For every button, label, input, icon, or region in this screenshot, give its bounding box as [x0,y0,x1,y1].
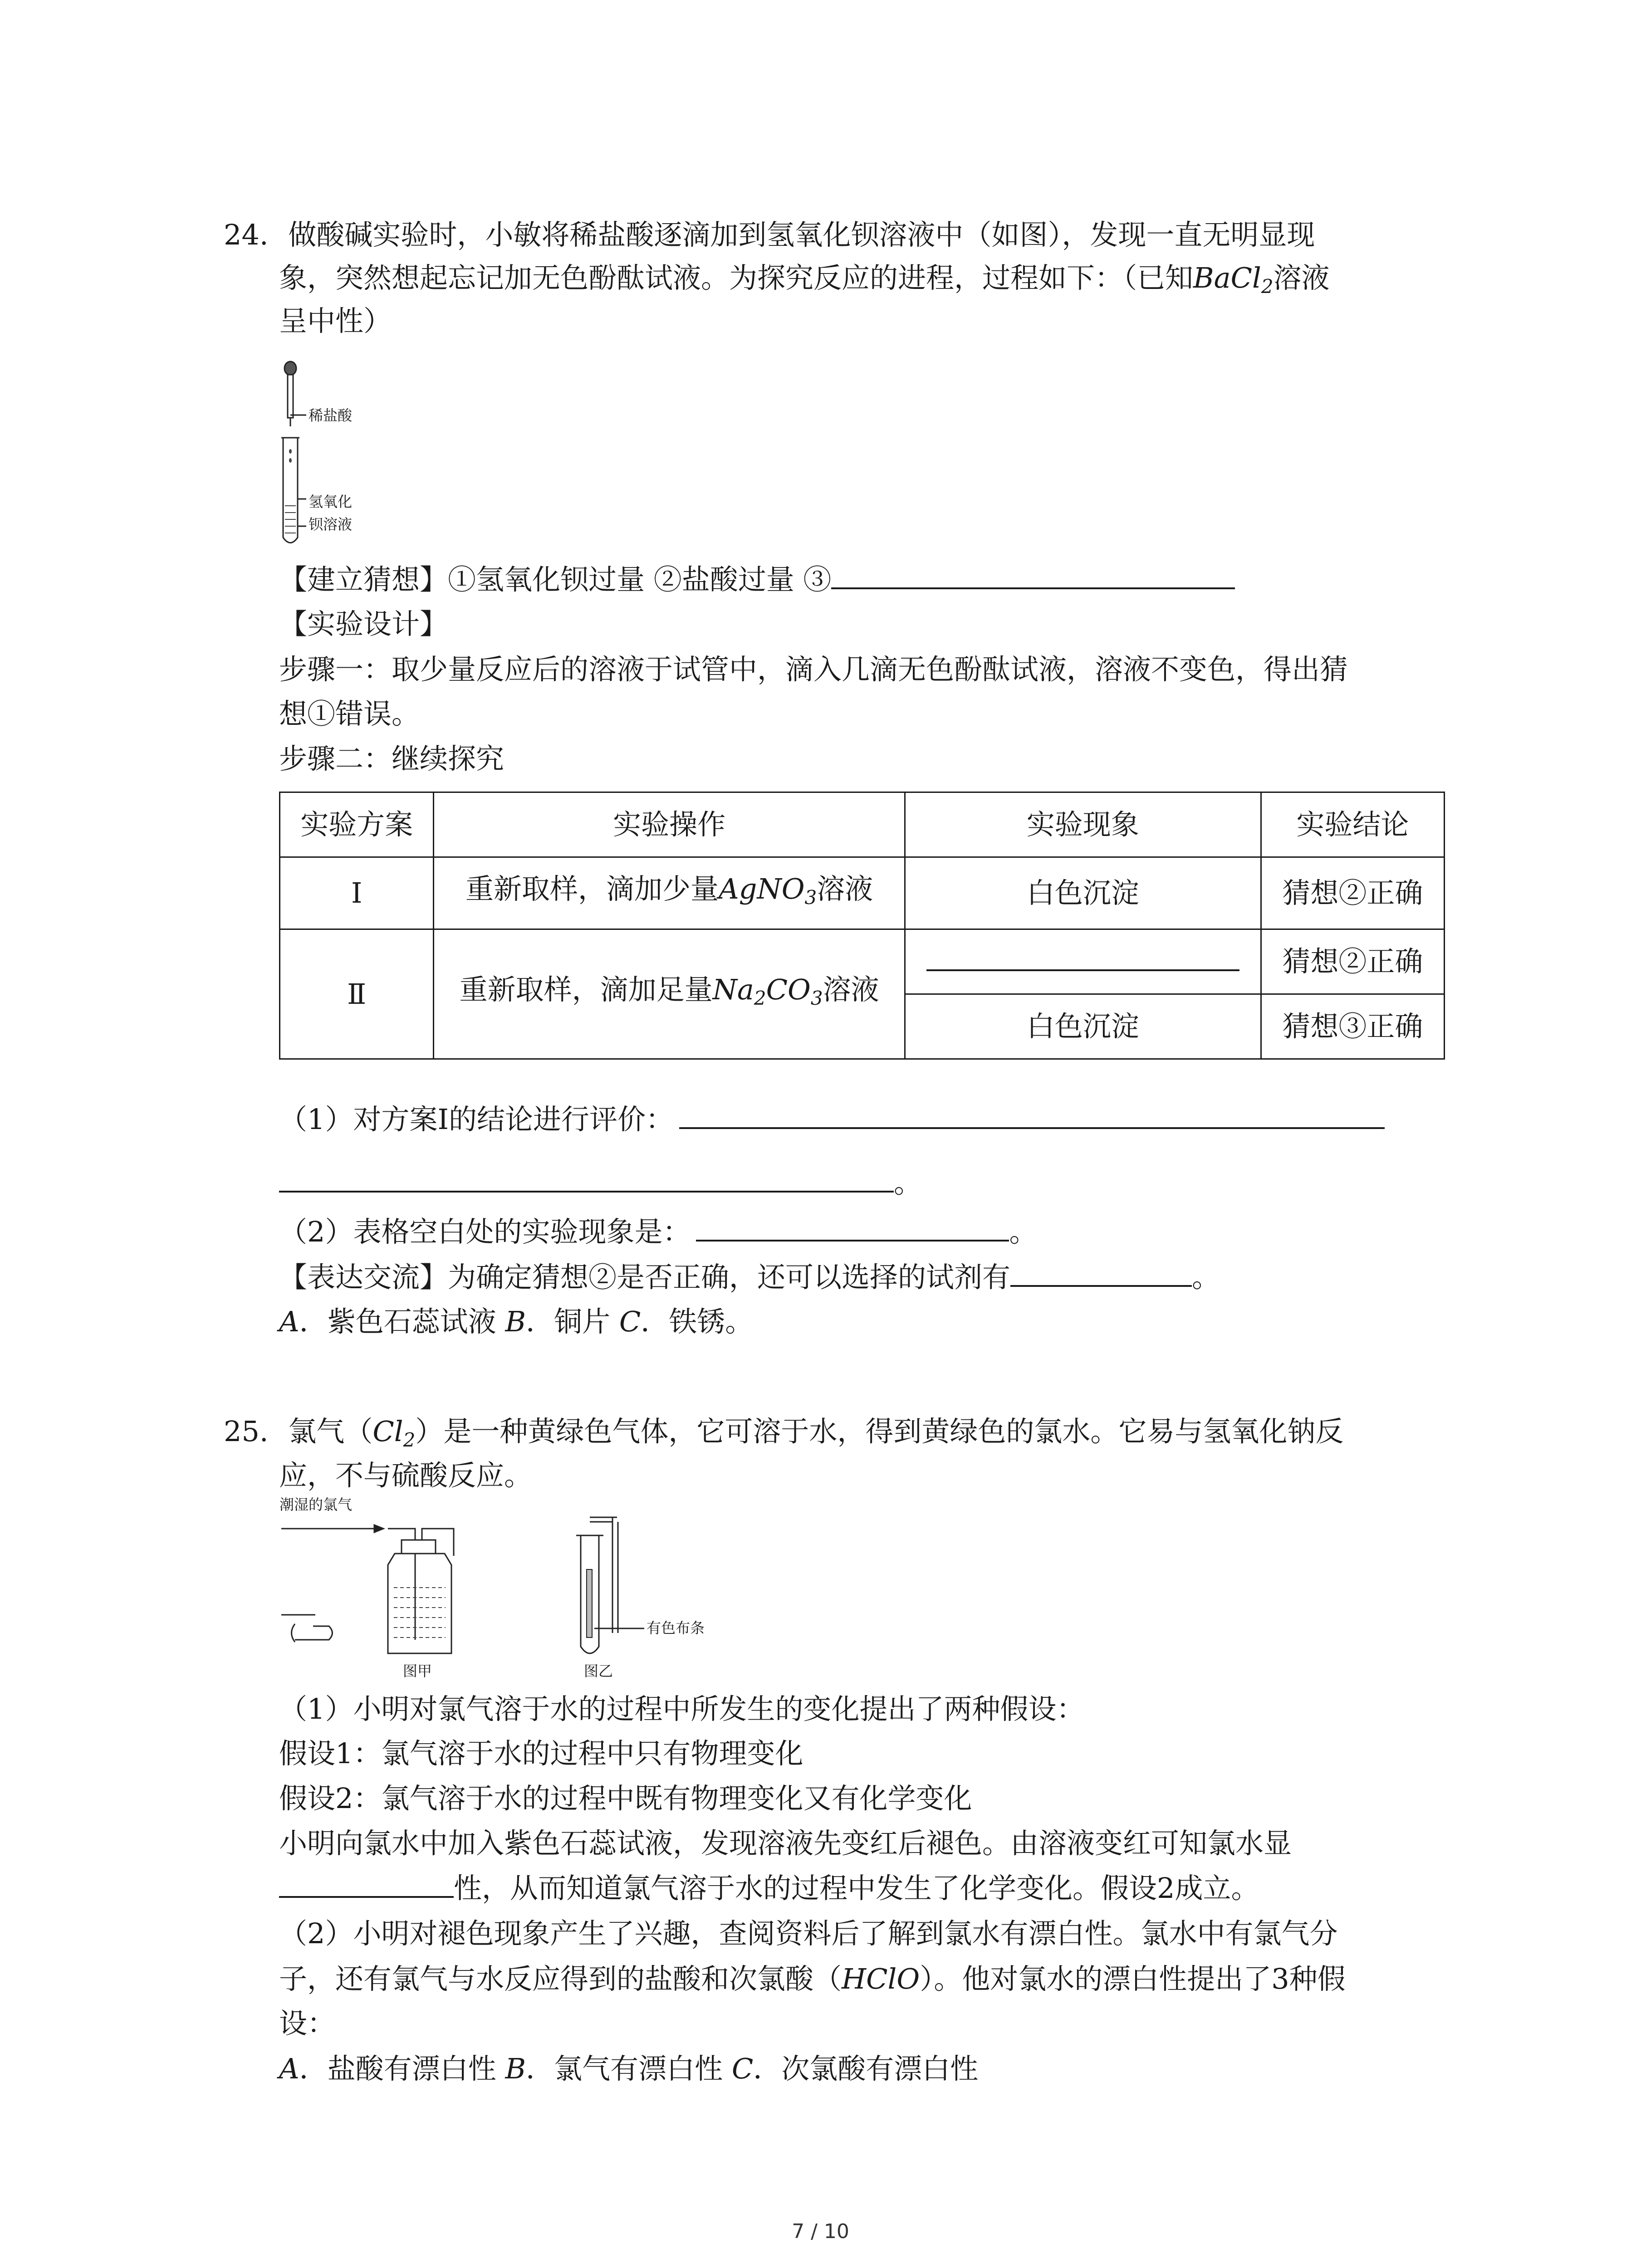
label-colored-strip: 有色布条 [647,1619,705,1637]
q25-option-a-text: ．盐酸有漂白性 [299,2052,496,2085]
label-dilute-hcl: 稀盐酸 [309,407,353,424]
step1-line2: 想①错误。 [279,697,420,730]
bacl2-subscript: 2 [1261,275,1274,298]
label-figure-jia: 图甲 [403,1662,432,1680]
option-a-text: ．紫色石蕊试液 [299,1305,496,1338]
sub3-end: 。 [1192,1261,1220,1294]
label-wet-chlorine: 潮湿的氯气 [279,1496,353,1513]
q25-number: 25. [224,1415,269,1448]
q25-option-c-text: ．次氯酸有漂白性 [753,2052,979,2085]
q24-intro2a: 象，突然想起忘记加无色酚酞试液。为探究反应的进程，过程如下：（已知 [279,261,1194,294]
sub3-text: 【表达交流】为确定猜想②是否正确，还可以选择的试剂有 [279,1261,1011,1294]
option-b-text: ．铜片 [526,1305,611,1338]
phenomenon-2a [905,929,1261,994]
cl2-subscript: 2 [403,1429,416,1451]
table-header-row [280,792,1445,857]
plan-1: Ⅰ [280,857,434,929]
plan-2: Ⅱ [280,929,434,1059]
table-row [280,857,1445,929]
q24-options [279,1300,753,1344]
q2b-text-a: 子，还有氯气与水反应得到的盐酸和次氯酸（ [279,1962,842,1995]
experiment-table [279,792,1445,1060]
q25-option-b-letter: B [505,2052,526,2085]
q24-sub3 [279,1256,1220,1299]
q24-intro-line1 [224,213,1315,257]
q24-intro-line3: 呈中性） [279,304,392,337]
q2b-text-b: ）。他对氯水的漂白性提出了3种假 [920,1962,1346,1995]
q24-intro-line2 [279,256,1330,308]
header-phenomenon: 实验现象 [905,792,1261,857]
operation-1 [434,857,905,929]
op2-suffix: 溶液 [823,973,879,1006]
op2-text: 重新取样，滴加足量 [459,973,713,1006]
q24-number: 24. [224,218,269,251]
q25-sub1: （1）小明对氯气溶于水的过程中所发生的变化提出了两种假设： [279,1692,1085,1725]
sub2-text: （2）表格空白处的实验现象是： [279,1215,691,1248]
cl2-formula: Cl [372,1415,403,1448]
q25-sub2-line3: 设： [279,2007,336,2040]
bacl2-formula: BaCl [1193,261,1261,294]
step2-heading: 步骤二：继续探究 [279,742,505,775]
q25-intro-line2: 应，不与硫酸反应。 [279,1459,533,1492]
conclusion-2b: 猜想③正确 [1261,994,1444,1059]
label-baoh2-line2: 钡溶液 [309,516,353,533]
q25-exp2-text: 性，从而知道氯气溶于水的过程中发生了化学变化。假设2成立。 [454,1872,1259,1905]
na-subscript: 2 [754,987,766,1009]
q25-options [279,2047,978,2091]
option-c-text: ．铁锈。 [641,1305,754,1338]
header-plan: 实验方案 [280,792,434,857]
q24-intro2b: 溶液 [1273,261,1330,294]
co-formula: CO [766,973,811,1006]
q25-sub2-line1: （2）小明对褪色现象产生了兴趣，查阅资料后了解到氯水有漂白性。氯水中有氯气分 [279,1917,1338,1950]
table-row [280,929,1445,994]
sub1-text: （1）对方案Ⅰ的结论进行评价： [279,1103,674,1136]
q25-experiment: 小明向氯水中加入紫色石蕊试液，发现溶液先变红后褪色。由溶液变红可知氯水显 [279,1827,1292,1860]
header-conclusion: 实验结论 [1261,792,1444,857]
option-c-letter: C [619,1305,641,1338]
sub1-blank-b[interactable] [279,1163,894,1193]
chlorine-apparatus-figure [277,1497,753,1678]
label-figure-yi: 图乙 [584,1662,613,1680]
sub3-blank[interactable] [1010,1258,1192,1287]
option-b-letter: B [505,1305,526,1338]
option-a-letter: A [279,1305,299,1338]
experiment-design-heading: 【实验设计】 [279,607,448,640]
phenomenon-2b: 白色沉淀 [905,994,1261,1059]
co-subscript: 3 [810,987,823,1009]
op1-text: 重新取样，滴加少量 [465,872,719,905]
na-formula: Na [712,973,754,1006]
conclusion-2a: 猜想②正确 [1261,929,1444,994]
acidity-blank[interactable] [279,1869,454,1898]
sub2-end: 。 [1009,1215,1038,1248]
q25-option-b-text: ．氯气有漂白性 [526,2052,723,2085]
operation-2 [434,929,905,1059]
header-operation: 实验操作 [434,792,905,857]
step1-line1: 步骤一：取少量反应后的溶液于试管中，滴入几滴无色酚酞试液，溶液不变色，得出猜 [279,653,1348,686]
q25-option-a-letter: A [279,2052,299,2085]
agno3-formula: AgNO [719,872,805,905]
q24-sub2 [279,1210,1037,1254]
q25-option-c-letter: C [731,2052,754,2085]
hypothesis-1: 假设1：氯气溶于水的过程中只有物理变化 [279,1737,803,1770]
q24-hypothesis [279,558,1235,601]
hypothesis3-blank[interactable] [831,560,1235,589]
q25-experiment-cont [279,1867,1259,1910]
sub1-blank-a[interactable] [679,1100,1385,1129]
hypothesis-text: 【建立猜想】①氢氧化钡过量 ②盐酸过量 ③ [279,563,832,596]
q25-intro1b: ）是一种黄绿色气体，它可溶于水，得到黄绿色的氯水。它易与氢氧化钠反 [415,1415,1344,1448]
page-number: 7 / 10 [792,2220,849,2243]
hypothesis-2: 假设2：氯气溶于水的过程中既有物理变化又有化学变化 [279,1782,972,1815]
phenomenon-blank[interactable] [926,942,1239,971]
q25-intro1a: 氯气（ [288,1415,373,1448]
agno3-subscript: 3 [804,886,817,909]
q24-sub1-cont [279,1161,922,1205]
q24-intro1: 做酸碱实验时，小敏将稀盐酸逐滴加到氢氧化钡溶液中（如图），发现一直无明显现 [288,218,1315,251]
phenomenon-1: 白色沉淀 [905,857,1261,929]
sub1-end: 。 [894,1166,922,1199]
label-baoh2-line1: 氢氧化 [309,493,353,510]
q24-sub1 [279,1098,1385,1141]
conclusion-1: 猜想②正确 [1261,857,1444,929]
op1-suffix: 溶液 [817,872,873,905]
sub2-blank[interactable] [696,1212,1009,1242]
hclo-formula: HClO [842,1962,920,1995]
q25-sub2-line2 [279,1957,1346,2001]
